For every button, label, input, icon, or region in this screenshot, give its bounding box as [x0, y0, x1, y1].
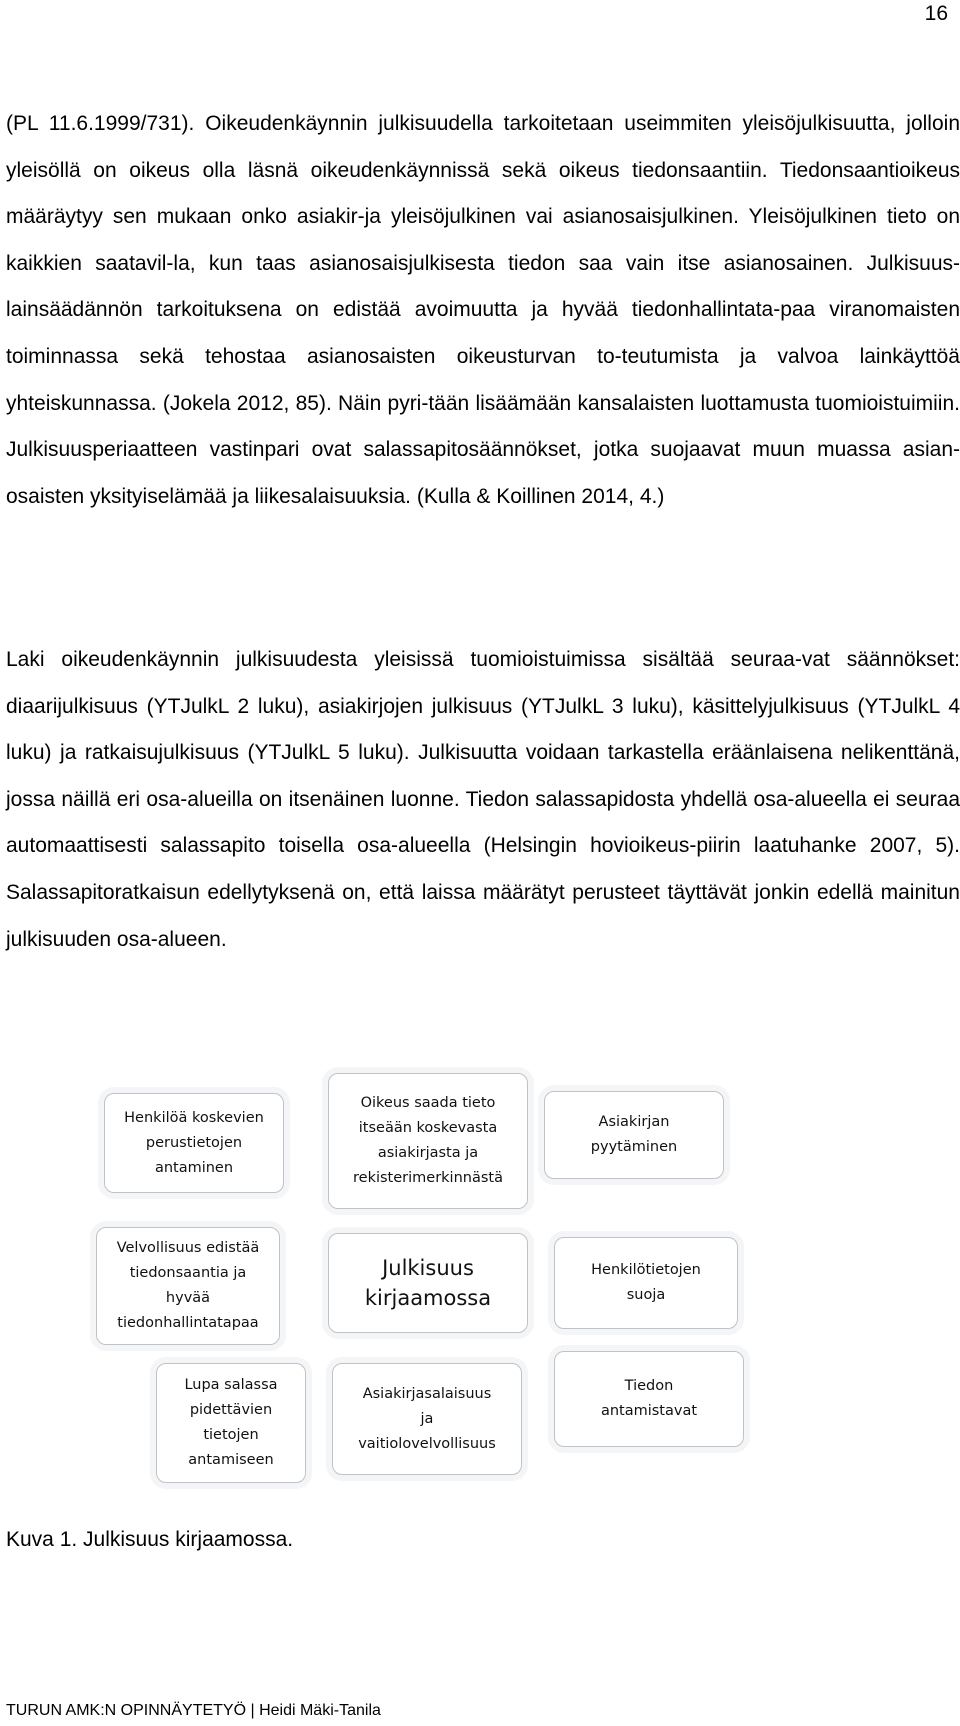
figure-caption: Kuva 1. Julkisuus kirjaamossa. — [6, 1528, 294, 1551]
page-number: 16 — [924, 2, 948, 25]
body-paragraph-2: Laki oikeudenkäynnin julkisuudesta yleisissä tuomioistuimissa sisältää seuraa-vat säännökset: diaarijulkisuus (YTJulkL 2 luku), asiakirjojen julkisuus (YTJulkL 3 luku), käsittelyjulkisuus (YTJulkL 4 luku) ja ratkaisujulkisuus (YTJulkL 5 luku). Julkisuutta voidaan tarkastella eräänlaisena nelikenttänä, jossa näillä eri osa-alueilla on itsenäinen luonne. Tiedon salassapidosta yhdellä osa-alueella ei seuraa automaattisesti salassapito toisella osa-alueella (Helsingin hovioikeus-piirin laatuhanke 2007, 5). Salassapitoratkaisun edellytyksenä on, että laissa määrätyt perusteet täyttävät jonkin edellä mainitun julkisuuden osa-alueen. — [6, 648, 960, 951]
diagram-box-permission-secret: Lupa salassa pidettävien tietojen antamiseen — [156, 1363, 306, 1483]
diagram-box-document-secrecy: Asiakirjasalaisuus ja vaitiolovelvollisuus — [332, 1363, 522, 1475]
body-paragraph-1: (PL 11.6.1999/731). Oikeudenkäynnin julkisuudella tarkoitetaan useimmiten yleisöjulkisuutta, jolloin yleisöllä on oikeus olla läsnä oikeudenkäynnissä sekä oikeus tiedonsaantiin. Tiedonsaantioikeus määräytyy sen mukaan onko asiakir-ja yleisöjulkinen vai asianosaisjulkinen. Yleisöjulkinen tieto on kaikkien saatavil-la, kun taas asianosaisjulkisesta tiedon saa vain itse asianosainen. Julkisuus-lainsäädännön tarkoituksena on edistää avoimuutta ja hyvää tiedonhallintata-paa viranomaisten toiminnassa sekä tehostaa asianosaisten oikeusturvan to-teutumista ja valvoa lainkäyttöä yhteiskunnassa. (Jokela 2012, 85). Näin pyri-tään lisäämään kansalaisten luottamusta tuomioistuimiin. Julkisuusperiaatteen vastinpari ovat salassapitosäännökset, jotka suojaavat muun muassa asian-osaisten yksityiselämää ja liikesalaisuuksia. (Kulla & Koillinen 2014, 4.) — [6, 112, 960, 508]
diagram-box-delivery-methods: Tiedon antamistavat — [554, 1351, 744, 1447]
diagram-box-document-request: Asiakirjan pyytäminen — [544, 1091, 724, 1179]
diagram-box-right-to-information: Oikeus saada tieto itseään koskevasta asiakirjasta ja rekisterimerkinnästä — [328, 1073, 528, 1209]
diagram-box-duty-to-promote: Velvollisuus edistää tiedonsaantia ja hyvää tiedonhallintatapaa — [96, 1227, 280, 1345]
diagram-box-data-protection: Henkilötietojen suoja — [554, 1237, 738, 1329]
page-footer: TURUN AMK:N OPINNÄYTETYÖ | Heidi Mäki-Tanila — [6, 1702, 381, 1719]
publicity-diagram — [96, 1053, 848, 1493]
diagram-center-box: Julkisuus kirjaamossa — [328, 1233, 528, 1333]
diagram-box-basic-info: Henkilöä koskevien perustietojen antaminen — [104, 1093, 284, 1193]
